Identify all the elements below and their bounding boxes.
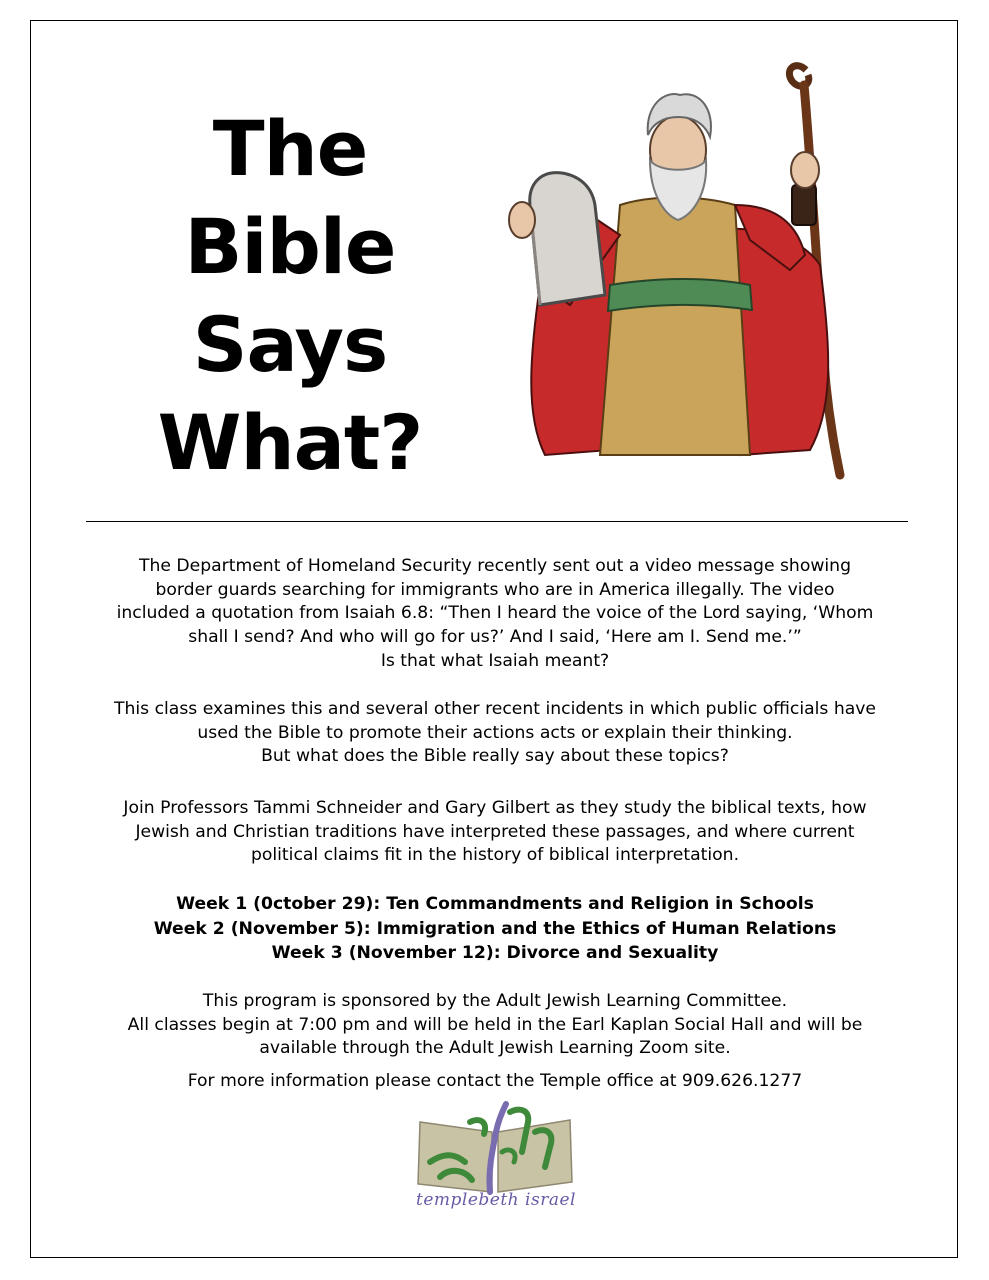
text-line: political claims fit in the history of biblical interpretation. bbox=[250, 845, 740, 866]
professors-paragraph bbox=[40, 797, 950, 868]
schedule-item: Week 3 (November 12): Divorce and Sexuality bbox=[271, 943, 719, 963]
text-line: Jewish and Christian traditions have interpreted these passages, and where current bbox=[135, 821, 855, 842]
text-line: But what does the Bible really say about these topics? bbox=[261, 746, 729, 767]
text-line: Join Professors Tammi Schneider and Gary Gilbert as they study the biblical texts, how bbox=[123, 798, 867, 818]
title-line: The bbox=[212, 104, 368, 193]
schedule-item: Week 1 (0ctober 29): Ten Commandments and Religion in Schools bbox=[176, 894, 814, 914]
text-line: border guards searching for immigrants who are in America illegally. The video bbox=[155, 579, 835, 600]
class-description-paragraph bbox=[40, 698, 950, 769]
text-line: used the Bible to promote their actions acts or explain their thinking. bbox=[197, 722, 793, 743]
intro-paragraph bbox=[40, 555, 950, 674]
title-line: Says bbox=[192, 300, 388, 389]
schedule-list bbox=[40, 892, 950, 966]
text-line: All classes begin at 7:00 pm and will be held in the Earl Kaplan Social Hall and will be bbox=[127, 1014, 863, 1035]
section-divider bbox=[86, 521, 908, 522]
schedule-item: Week 2 (November 5): Immigration and the Ethics of Human Relations bbox=[153, 918, 837, 939]
contact-text: For more information please contact the Temple office at 909.626.1277 bbox=[187, 1071, 803, 1091]
text-line: This class examines this and several other recent incidents in which public officials have bbox=[114, 699, 876, 719]
text-line: The Department of Homeland Security recently sent out a video message showing bbox=[139, 556, 851, 576]
title-line: Bible bbox=[184, 202, 396, 291]
contact-line bbox=[40, 1070, 950, 1094]
text-line: included a quotation from Isaiah 6.8: “Then I heard the voice of the Lord saying, ‘Whom bbox=[116, 603, 874, 624]
text-line: shall I send? And who will go for us?’ And I said, ‘Here am I. Send me.’” bbox=[188, 627, 802, 648]
flyer-title bbox=[120, 100, 460, 492]
title-line: What? bbox=[157, 398, 423, 487]
moses-with-tablets-icon bbox=[500, 55, 860, 485]
logo-wordmark: templebeth israel bbox=[416, 1190, 576, 1210]
text-line: available through the Adult Jewish Learning Zoom site. bbox=[259, 1038, 731, 1059]
text-line: Is that what Isaiah meant? bbox=[380, 650, 610, 671]
sponsor-paragraph bbox=[40, 990, 950, 1061]
text-line: This program is sponsored by the Adult Jewish Learning Committee. bbox=[202, 991, 788, 1011]
